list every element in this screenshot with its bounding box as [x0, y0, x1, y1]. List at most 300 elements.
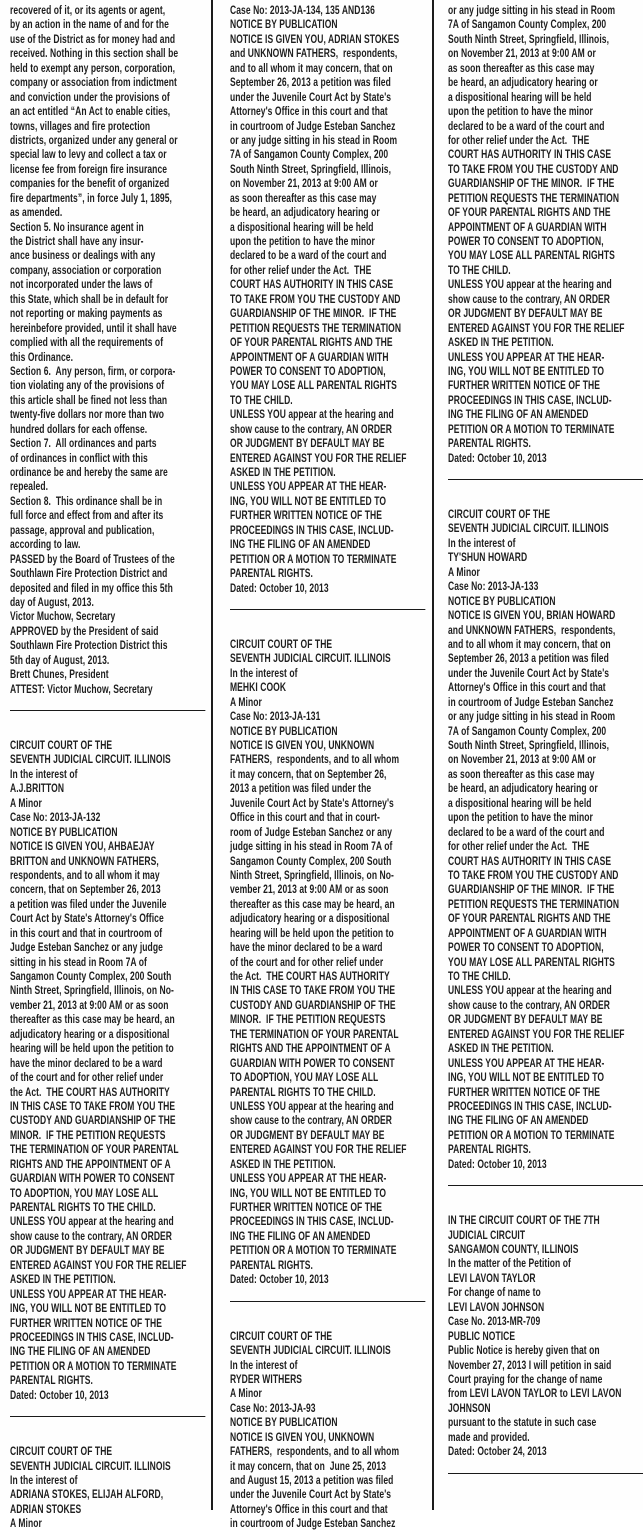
text-line: have the minor declared to be a ward: [230, 942, 383, 955]
text-line: November 27, 2013 I will petition in said: [448, 1359, 612, 1372]
text-line: South Ninth Street, Springfield, Illinois,: [448, 33, 610, 46]
text-line: show cause to the contrary, AN ORDER: [448, 293, 611, 306]
notice-separator-rule: [230, 609, 431, 638]
text-line: NOTICE IS GIVEN YOU, ADRIAN STOKES: [230, 33, 400, 46]
text-line: the District shall have any insur-: [10, 236, 144, 248]
text-line: complied with all the requirements of: [10, 337, 164, 350]
text-line: Dated: October 10, 2013: [230, 582, 329, 595]
text-line: PASSED by the Board of Trustees of the: [10, 553, 175, 566]
text-line: A Minor: [230, 1388, 262, 1401]
text-line: for other relief under the Act. THE: [230, 264, 372, 277]
text-line: by an action in the name of and for the: [10, 19, 169, 32]
text-line: UNLESS YOU APPEAR AT THE HEAR-: [230, 1173, 387, 1186]
text-line: PUBLIC NOTICE: [448, 1330, 516, 1343]
text-line: SEVENTH JUDICIAL CIRCUIT. ILLINOIS: [448, 523, 609, 536]
text-line: Office in this court and that in court-: [230, 812, 380, 825]
text-line: PETITION OR A MOTION TO TERMINATE: [448, 1129, 615, 1142]
text-line: ASKED IN THE PETITION.: [448, 1043, 554, 1056]
text-line: hundred dollars for each offense.: [10, 423, 148, 436]
text-line: COURT HAS AUTHORITY IN THIS CASE: [230, 279, 394, 292]
text-line: show cause to the contrary, AN ORDER: [230, 423, 393, 436]
text-line: passage, approval and publication,: [10, 524, 155, 537]
text-line: according to law.: [10, 539, 81, 552]
text-line: declared to be a ward of the court and: [230, 250, 387, 263]
text-line: and conviction under the provisions of: [10, 91, 170, 104]
text-line: respondents, and to all whom it may: [10, 869, 160, 882]
text-line: recovered of it, or its agents or agent,: [10, 5, 166, 17]
text-line: ance business or dealings with any: [10, 250, 156, 263]
text-line: NOTICE BY PUBLICATION: [230, 725, 338, 738]
text-line: ordinance be and hereby the same are: [10, 467, 168, 479]
text-line: JUDICIAL CIRCUIT: [448, 1229, 526, 1242]
text-line: A Minor: [448, 566, 480, 579]
text-line: TO THE CHILD.: [230, 394, 293, 407]
text-line: IN THIS CASE TO TAKE FROM YOU THE: [230, 985, 396, 998]
text-line: CIRCUIT COURT OF THE: [448, 509, 551, 521]
text-line: YOU MAY LOSE ALL PARENTAL RIGHTS: [448, 250, 615, 263]
text-line: full force and effect from and after its: [10, 510, 164, 523]
text-line: Sangamon County Complex, 200 South: [10, 971, 172, 983]
text-line: South Ninth Street, Springfield, Illinois,: [230, 163, 392, 176]
text-line: IN THE CIRCUIT COURT OF THE 7TH: [448, 1215, 600, 1228]
text-line: TO TAKE FROM YOU THE CUSTODY AND: [448, 163, 619, 176]
text-line: not reporting or making payments as: [10, 308, 163, 321]
text-line: YOU MAY LOSE ALL PARENTAL RIGHTS: [230, 380, 397, 393]
text-line: the Act. THE COURT HAS AUTHORITY: [230, 971, 390, 983]
text-line: In the interest of: [10, 1475, 78, 1487]
text-line: company or association from indictment: [10, 77, 177, 90]
text-line: and August 15, 2013 a petition was filed: [230, 1475, 394, 1487]
text-line: UNLESS YOU appear at the hearing and: [230, 409, 394, 422]
text-line: 5th day of August, 2013.: [10, 654, 110, 667]
text-line: Case No: 2013-JA-134, 135 AND136: [230, 5, 375, 17]
text-line: OR JUDGMENT BY DEFAULT MAY BE: [448, 1014, 603, 1027]
text-line: room of Judge Esteban Sanchez or any: [230, 826, 393, 839]
text-line: A Minor: [10, 1518, 42, 1531]
text-line: tion violating any of the provisions of: [10, 380, 165, 393]
text-line: be heard, an adjudicatory hearing or: [448, 783, 598, 796]
text-line: September 26, 2013 a petition was filed: [448, 653, 609, 666]
text-line: use of the District as for money had and: [10, 33, 176, 46]
text-line: APPOINTMENT OF A GUARDIAN WITH: [230, 351, 389, 364]
text-line: and UNKNOWN FATHERS, respondents,: [230, 48, 398, 61]
text-line: declared to be a ward of the court and: [448, 826, 605, 839]
text-line: PARENTAL RIGHTS TO THE CHILD.: [230, 1086, 376, 1099]
text-line: GUARDIAN WITH POWER TO CONSENT: [230, 1057, 395, 1070]
text-line: PROCEEDINGS IN THIS CASE, INCLUD-: [230, 1216, 394, 1229]
text-line: FURTHER WRITTEN NOTICE OF THE: [10, 1317, 163, 1330]
text-line: RIGHTS AND THE APPOINTMENT OF A: [10, 1158, 171, 1171]
notice-separator-rule: [448, 1185, 643, 1214]
text-line: OF YOUR PARENTAL RIGHTS AND THE: [448, 207, 611, 220]
text-line: PARENTAL RIGHTS.: [230, 568, 313, 581]
column-divider-rule-2: [432, 0, 434, 1510]
text-line: APPROVED by the President of said: [10, 625, 159, 638]
text-line: Attorney's Office in this court and that: [230, 106, 388, 119]
text-line: UNLESS YOU appear at the hearing and: [230, 1100, 394, 1113]
text-line: Judge Esteban Sanchez or any judge: [10, 942, 163, 955]
text-line: of ordinances in conflict with this: [10, 452, 148, 465]
text-line: 7A of Sangamon County Complex, 200: [230, 149, 389, 162]
text-line: for other relief under the Act. THE: [448, 841, 590, 854]
text-line: NOTICE IS GIVEN YOU, AHBAEJAY: [10, 841, 155, 854]
text-line: SEVENTH JUDICIAL CIRCUIT. ILLINOIS: [10, 754, 171, 767]
text-line: FURTHER WRITTEN NOTICE OF THE: [230, 510, 383, 523]
text-line: ENTERED AGAINST YOU FOR THE RELIEF: [448, 1028, 625, 1041]
text-line: ING, YOU WILL NOT BE ENTITLED TO: [230, 1187, 387, 1200]
text-line: THE TERMINATION OF YOUR PARENTAL: [230, 1028, 399, 1041]
text-line: BRITTON and UNKNOWN FATHERS,: [10, 855, 159, 868]
text-line: an act entitled “An Act to enable cities,: [10, 106, 171, 119]
text-line: UNLESS YOU appear at the hearing and: [10, 1216, 174, 1229]
text-line: UNLESS YOU APPEAR AT THE HEAR-: [10, 1288, 167, 1301]
text-line: POWER TO CONSENT TO ADOPTION,: [448, 942, 604, 955]
notice-separator-rule: [448, 479, 643, 508]
text-line: ING THE FILING OF AN AMENDED: [448, 409, 589, 422]
text-line: CUSTODY AND GUARDIANSHIP OF THE: [10, 1115, 176, 1128]
text-line: NOTICE BY PUBLICATION: [230, 19, 338, 32]
text-line: 7A of Sangamon County Complex, 200: [448, 725, 607, 738]
text-line: ENTERED AGAINST YOU FOR THE RELIEF: [230, 452, 407, 465]
text-line: on November 21, 2013 at 9:00 AM or: [448, 754, 596, 767]
text-line: In the interest of: [230, 1359, 298, 1372]
text-line: declared to be a ward of the court and: [448, 120, 605, 133]
text-line: South Ninth Street, Springfield, Illinois,: [448, 740, 610, 752]
text-line: upon the petition to have the minor: [448, 106, 593, 119]
text-line: TO THE CHILD.: [448, 264, 511, 277]
text-line: a petition was filed under the Juvenile: [10, 898, 167, 911]
text-line: show cause to the contrary, AN ORDER: [448, 999, 611, 1012]
text-line: ENTERED AGAINST YOU FOR THE RELIEF: [230, 1144, 407, 1157]
text-line: in courtroom of Judge Esteban Sanchez: [230, 1518, 396, 1531]
text-line: repealed.: [10, 481, 49, 494]
text-line: on November 21, 2013 at 9:00 AM or: [448, 48, 596, 61]
text-line: APPOINTMENT OF A GUARDIAN WITH: [448, 927, 607, 940]
text-line: the Act. THE COURT HAS AUTHORITY: [10, 1086, 170, 1099]
text-line: have the minor declared to be a ward: [10, 1057, 163, 1070]
text-line: Public Notice is hereby given that on: [448, 1345, 600, 1358]
text-line: September 26, 2013 a petition was filed: [230, 77, 391, 90]
text-line: PETITION REQUESTS THE TERMINATION: [448, 898, 620, 911]
text-line: PETITION REQUESTS THE TERMINATION: [448, 192, 620, 205]
text-line: hearing will be held upon the petition to: [230, 927, 394, 940]
text-line: towns, villages and fire protection: [10, 120, 151, 133]
text-line: NOTICE IS GIVEN YOU, UNKNOWN: [230, 1431, 375, 1444]
text-line: ING, YOU WILL NOT BE ENTITLED TO: [448, 1072, 605, 1085]
text-line: PARENTAL RIGHTS.: [230, 1259, 313, 1272]
text-line: as soon thereafter as this case may: [230, 192, 377, 205]
text-line: MEHKI COOK: [230, 682, 287, 695]
text-line: it may concern, that on September 26,: [230, 768, 387, 781]
text-line: In the interest of: [230, 667, 298, 680]
text-line: A Minor: [10, 797, 42, 810]
text-line: In the interest of: [448, 537, 516, 550]
text-line: PETITION OR A MOTION TO TERMINATE: [448, 423, 615, 436]
text-line: NOTICE BY PUBLICATION: [10, 826, 118, 839]
text-line: ASKED IN THE PETITION.: [230, 467, 336, 479]
text-line: sitting in his stead in Room 7A of: [10, 956, 147, 969]
text-line: ENTERED AGAINST YOU FOR THE RELIEF: [448, 322, 625, 335]
text-line: under the Juvenile Court Act by State's: [230, 91, 392, 104]
text-line: OF YOUR PARENTAL RIGHTS AND THE: [448, 913, 611, 926]
text-line: deposited and filed in my office this 5th: [10, 582, 173, 595]
text-line: SANGAMON COUNTY, ILLINOIS: [448, 1244, 579, 1256]
text-line: CUSTODY AND GUARDIANSHIP OF THE: [230, 999, 396, 1012]
text-line: from LEVI LAVON TAYLOR to LEVI LAVON: [448, 1388, 622, 1401]
text-line: this Ordinance.: [10, 351, 74, 364]
text-line: PARENTAL RIGHTS.: [448, 438, 531, 451]
text-line: as soon thereafter as this case may: [448, 62, 595, 75]
text-line: in this court and that in courtroom of: [10, 927, 163, 940]
text-line: ASKED IN THE PETITION.: [10, 1274, 116, 1287]
text-line: and UNKNOWN FATHERS, respondents,: [448, 624, 616, 637]
text-line: TO TAKE FROM YOU THE CUSTODY AND: [230, 293, 401, 306]
notice-column-3: [448, 4, 643, 1502]
text-line: or any judge sitting in his stead in Room: [448, 711, 616, 724]
text-line: RYDER WITHERS: [230, 1373, 303, 1386]
text-line: TO THE CHILD.: [448, 971, 511, 983]
text-line: UNLESS YOU APPEAR AT THE HEAR-: [448, 1057, 605, 1070]
text-line: ING THE FILING OF AN AMENDED: [230, 1230, 371, 1243]
text-line: made and provided.: [448, 1431, 530, 1444]
text-line: twenty-five dollars nor more than two: [10, 409, 165, 422]
text-line: special law to levy and collect a tax or: [10, 149, 167, 162]
text-line: SEVENTH JUDICIAL CIRCUIT. ILLINOIS: [230, 1345, 391, 1358]
text-line: ING, YOU WILL NOT BE ENTITLED TO: [10, 1303, 167, 1316]
text-line: NOTICE IS GIVEN YOU, UNKNOWN: [230, 740, 375, 752]
text-line: PETITION REQUESTS THE TERMINATION: [230, 322, 402, 335]
notice-separator-rule: [230, 1301, 431, 1330]
text-line: JOHNSON: [448, 1402, 491, 1415]
text-line: Ninth Street, Springfield, Illinois, on No-: [10, 985, 174, 998]
text-line: NOTICE BY PUBLICATION: [230, 1417, 338, 1430]
text-line: and to all whom it may concern, that on: [448, 638, 611, 651]
text-line: of the court and for other relief under: [230, 956, 384, 969]
text-line: not incorporated under the laws of: [10, 279, 153, 292]
text-line: IN THIS CASE TO TAKE FROM YOU THE: [10, 1100, 176, 1113]
text-line: ING, YOU WILL NOT BE ENTITLED TO: [230, 495, 387, 508]
text-line: received. Nothing in this section shall be: [10, 48, 179, 61]
text-line: Ninth Street, Springfield, Illinois, on No-: [230, 869, 394, 882]
text-line: OR JUDGMENT BY DEFAULT MAY BE: [10, 1245, 165, 1258]
text-line: YOU MAY LOSE ALL PARENTAL RIGHTS: [448, 956, 615, 969]
text-line: on November 21, 2013 at 9:00 AM or: [230, 178, 378, 191]
text-line: Case No. 2013-MR-709: [448, 1316, 541, 1329]
text-line: a dispositional hearing will be held: [448, 797, 592, 810]
text-line: thereafter as this case may be heard, an: [230, 898, 395, 911]
text-line: a dispositional hearing will be held: [230, 221, 374, 234]
text-line: Section 7. All ordinances and parts: [10, 438, 157, 451]
text-line: THE TERMINATION OF YOUR PARENTAL: [10, 1144, 179, 1157]
text-line: MINOR. IF THE PETITION REQUESTS: [10, 1129, 166, 1142]
text-line: NOTICE BY PUBLICATION: [448, 595, 556, 608]
text-line: POWER TO CONSENT TO ADOPTION,: [448, 236, 604, 248]
text-line: Case No: 2013-JA-133: [448, 581, 539, 594]
text-line: LEVI LAVON TAYLOR: [448, 1272, 536, 1285]
text-line: in courtroom of Judge Esteban Sanchez: [230, 120, 396, 133]
text-line: ING THE FILING OF AN AMENDED: [10, 1346, 151, 1359]
text-line: Victor Muchow, Secretary: [10, 611, 116, 624]
text-line: as amended.: [10, 207, 63, 220]
text-line: PARENTAL RIGHTS.: [10, 1375, 93, 1388]
text-line: for other relief under the Act. THE: [448, 134, 590, 147]
text-line: ADRIANA STOKES, ELIJAH ALFORD,: [10, 1489, 164, 1502]
column-divider-rule-1: [211, 0, 213, 1510]
text-line: hereinbefore provided, until it shall have: [10, 322, 177, 335]
text-line: Case No: 2013-JA-93: [230, 1402, 316, 1415]
text-line: SEVENTH JUDICIAL CIRCUIT. ILLINOIS: [230, 653, 391, 666]
text-line: Attorney's Office in this court and that: [230, 1503, 388, 1516]
text-line: GUARDIAN WITH POWER TO CONSENT: [10, 1173, 175, 1186]
text-line: ING THE FILING OF AN AMENDED: [230, 539, 371, 552]
text-line: UNLESS YOU appear at the hearing and: [448, 279, 612, 292]
text-line: GUARDIANSHIP OF THE MINOR. IF THE: [448, 884, 615, 897]
text-line: ENTERED AGAINST YOU FOR THE RELIEF: [10, 1259, 187, 1272]
text-line: Court Act by State's Attorney's Office: [10, 913, 164, 926]
text-line: ASKED IN THE PETITION.: [230, 1158, 336, 1171]
text-line: be heard, an adjudicatory hearing or: [230, 207, 380, 220]
text-line: license fee from foreign fire insurance: [10, 163, 168, 176]
text-line: Dated: October 10, 2013: [10, 1389, 109, 1402]
text-line: as soon thereafter as this case may: [448, 768, 595, 781]
text-line: it may concern, that on June 25, 2013: [230, 1460, 387, 1473]
text-line: ING, YOU WILL NOT BE ENTITLED TO: [448, 365, 605, 378]
text-line: Brett Chunes, President: [10, 669, 109, 682]
text-line: PROCEEDINGS IN THIS CASE, INCLUD-: [230, 524, 394, 537]
text-line: Section 6. Any person, firm, or corpora-: [10, 365, 176, 378]
text-line: upon the petition to have the minor: [448, 812, 593, 825]
text-line: Juvenile Court Act by State's Attorney's: [230, 797, 394, 810]
text-line: judge sitting in his stead in Room 7A of: [230, 841, 393, 854]
text-line: UNLESS YOU APPEAR AT THE HEAR-: [230, 481, 387, 494]
text-line: PETITION OR A MOTION TO TERMINATE: [230, 553, 397, 566]
notice-separator-rule: [10, 710, 211, 739]
text-line: PETITION OR A MOTION TO TERMINATE: [230, 1245, 397, 1258]
text-line: PROCEEDINGS IN THIS CASE, INCLUD-: [448, 394, 612, 407]
text-line: UNLESS YOU APPEAR AT THE HEAR-: [448, 351, 605, 364]
text-line: vember 21, 2013 at 9:00 AM or as soon: [230, 884, 389, 897]
text-line: Southlawn Fire Protection District this: [10, 640, 168, 653]
text-line: Dated: October 24, 2013: [448, 1446, 547, 1459]
text-line: adjudicatory hearing or a dispositional: [230, 913, 390, 926]
text-line: OR JUDGMENT BY DEFAULT MAY BE: [230, 1129, 385, 1142]
text-line: Dated: October 10, 2013: [230, 1274, 329, 1287]
text-line: ASKED IN THE PETITION.: [448, 337, 554, 350]
text-line: MINOR. IF THE PETITION REQUESTS: [230, 1014, 386, 1027]
text-line: Case No: 2013-JA-131: [230, 711, 321, 724]
text-line: vember 21, 2013 at 9:00 AM or as soon: [10, 999, 169, 1012]
notice-separator-rule: [10, 1416, 211, 1445]
text-line: In the matter of the Petition of: [448, 1258, 571, 1271]
text-line: companies for the benefit of organized: [10, 178, 170, 191]
text-line: under the Juvenile Court Act by State's: [448, 667, 610, 680]
text-line: 7A of Sangamon County Complex, 200: [448, 19, 607, 32]
text-line: company, association or corporation: [10, 264, 162, 277]
text-line: this State, which shall be in default for: [10, 293, 169, 306]
text-line: TO ADOPTION, YOU MAY LOSE ALL: [230, 1072, 379, 1085]
text-line: show cause to the contrary, AN ORDER: [230, 1115, 393, 1128]
text-line: OR JUDGMENT BY DEFAULT MAY BE: [448, 308, 603, 321]
text-line: and to all whom it may concern, that on: [230, 62, 393, 75]
text-line: A Minor: [230, 696, 262, 709]
text-line: TO ADOPTION, YOU MAY LOSE ALL: [10, 1187, 159, 1200]
text-line: PETITION OR A MOTION TO TERMINATE: [10, 1360, 177, 1373]
text-line: Sangamon County Complex, 200 South: [230, 855, 392, 868]
text-line: CIRCUIT COURT OF THE: [10, 740, 113, 752]
text-line: SEVENTH JUDICIAL CIRCUIT. ILLINOIS: [10, 1460, 171, 1473]
text-line: show cause to the contrary, AN ORDER: [10, 1230, 173, 1243]
text-line: FURTHER WRITTEN NOTICE OF THE: [230, 1202, 383, 1214]
text-line: districts, organized under any general or: [10, 134, 178, 147]
text-line: A.J.BRITTON: [10, 783, 65, 796]
text-line: GUARDIANSHIP OF THE MINOR. IF THE: [448, 178, 615, 191]
text-line: COURT HAS AUTHORITY IN THIS CASE: [448, 149, 612, 162]
text-line: POWER TO CONSENT TO ADOPTION,: [230, 365, 386, 378]
text-line: 2013 a petition was filed under the: [230, 783, 372, 796]
text-line: Case No: 2013-JA-132: [10, 812, 101, 825]
text-line: or any judge sitting in his stead in Room: [448, 5, 616, 17]
notice-separator-rule: [448, 1473, 643, 1502]
text-line: Section 5. No insurance agent in: [10, 221, 144, 234]
text-line: of the court and for other relief under: [10, 1072, 164, 1085]
text-line: RIGHTS AND THE APPOINTMENT OF A: [230, 1043, 391, 1056]
text-line: under the Juvenile Court Act by State's: [230, 1489, 392, 1502]
text-line: PROCEEDINGS IN THIS CASE, INCLUD-: [10, 1331, 174, 1344]
text-line: FURTHER WRITTEN NOTICE OF THE: [448, 380, 601, 393]
text-line: Dated: October 10, 2013: [448, 452, 547, 465]
text-line: this article shall be fined not less than: [10, 394, 168, 407]
text-line: ADRIAN STOKES: [10, 1503, 82, 1516]
text-line: GUARDIANSHIP OF THE MINOR. IF THE: [230, 308, 397, 321]
text-line: OR JUDGMENT BY DEFAULT MAY BE: [230, 438, 385, 451]
text-line: be heard, an adjudicatory hearing or: [448, 77, 598, 90]
text-line: OF YOUR PARENTAL RIGHTS AND THE: [230, 337, 393, 350]
text-line: CIRCUIT COURT OF THE: [230, 638, 333, 651]
text-line: Section 8. This ordinance shall be in: [10, 495, 163, 508]
text-line: Court praying for the change of name: [448, 1373, 603, 1386]
text-line: CIRCUIT COURT OF THE: [10, 1446, 113, 1459]
text-line: NOTICE IS GIVEN YOU, BRIAN HOWARD: [448, 610, 616, 623]
text-line: CIRCUIT COURT OF THE: [230, 1330, 333, 1343]
text-line: TO TAKE FROM YOU THE CUSTODY AND: [448, 869, 619, 882]
text-line: For change of name to: [448, 1287, 541, 1300]
text-line: PROCEEDINGS IN THIS CASE, INCLUD-: [448, 1100, 612, 1113]
text-line: thereafter as this case may be heard, an: [10, 1014, 175, 1027]
text-line: Southlawn Fire Protection District and: [10, 568, 168, 581]
text-line: FATHERS, respondents, and to all whom: [230, 754, 400, 767]
text-line: in courtroom of Judge Esteban Sanchez: [448, 696, 614, 709]
text-line: upon the petition to have the minor: [230, 236, 375, 248]
text-line: or any judge sitting in his stead in Room: [230, 134, 398, 147]
text-line: LEVI LAVON JOHNSON: [448, 1301, 545, 1314]
text-line: UNLESS YOU appear at the hearing and: [448, 985, 612, 998]
text-line: ING THE FILING OF AN AMENDED: [448, 1115, 589, 1128]
text-line: PARENTAL RIGHTS TO THE CHILD.: [10, 1202, 156, 1214]
text-line: Attorney's Office in this court and that: [448, 682, 606, 695]
text-line: PARENTAL RIGHTS.: [448, 1144, 531, 1157]
text-line: adjudicatory hearing or a dispositional: [10, 1028, 170, 1041]
text-line: FATHERS, respondents, and to all whom: [230, 1446, 400, 1459]
text-line: a dispositional hearing will be held: [448, 91, 592, 104]
text-line: hearing will be held upon the petition to: [10, 1043, 174, 1056]
text-line: APPOINTMENT OF A GUARDIAN WITH: [448, 221, 607, 234]
text-line: day of August, 2013.: [10, 596, 94, 609]
text-line: In the interest of: [10, 768, 78, 781]
text-line: pursuant to the statute in such case: [448, 1417, 597, 1430]
text-line: COURT HAS AUTHORITY IN THIS CASE: [448, 855, 612, 868]
text-line: Dated: October 10, 2013: [448, 1158, 547, 1171]
text-line: concern, that on September 26, 2013: [10, 884, 161, 897]
